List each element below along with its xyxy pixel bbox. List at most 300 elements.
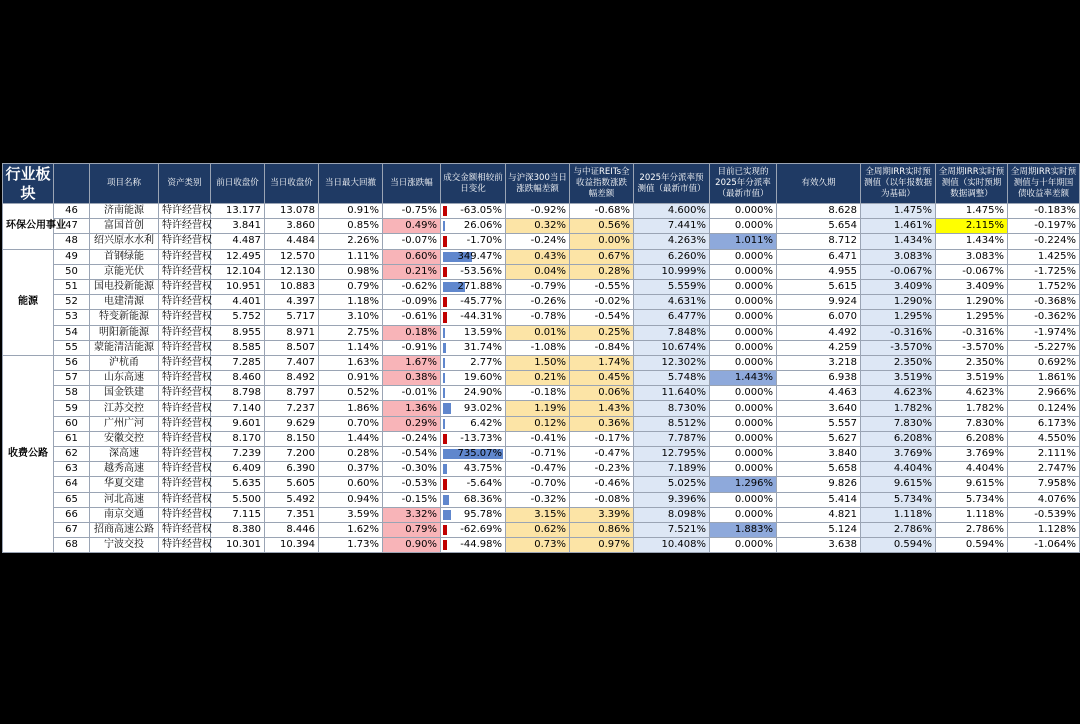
daily-change: -0.24% — [383, 431, 441, 446]
column-header-prev-close: 前日收盘价 — [211, 164, 265, 204]
close: 5.605 — [265, 477, 319, 492]
close: 4.484 — [265, 234, 319, 249]
volume-change-bar — [443, 236, 447, 246]
hs300-spread: -0.26% — [506, 295, 570, 310]
hs300-spread: 0.43% — [506, 249, 570, 264]
max-drawdown: 1.14% — [319, 340, 383, 355]
daily-change: 0.21% — [383, 264, 441, 279]
max-drawdown: 0.37% — [319, 462, 383, 477]
reits-index-spread: -0.68% — [570, 204, 634, 219]
volume-change: -13.73% — [441, 431, 506, 446]
column-header-dist-realized: 目前已实现的2025年分派率（最新市值） — [710, 164, 777, 204]
reits-index-spread: 0.28% — [570, 264, 634, 279]
irr-annual: -0.067% — [861, 264, 936, 279]
irr-annual: 1.434% — [861, 234, 936, 249]
prev-close: 8.170 — [211, 431, 265, 446]
row-number: 64 — [54, 477, 90, 492]
volume-change-bar — [443, 464, 447, 474]
reits-index-spread: 0.06% — [570, 386, 634, 401]
row-number: 67 — [54, 522, 90, 537]
dist-forecast: 6.477% — [634, 310, 710, 325]
prev-close: 5.635 — [211, 477, 265, 492]
close: 3.860 — [265, 219, 319, 234]
column-header-hs300-spread: 与沪深300当日涨跌幅差额 — [506, 164, 570, 204]
row-number: 63 — [54, 462, 90, 477]
irr-bond-spread: -0.539% — [1008, 507, 1080, 522]
volume-change: -62.69% — [441, 522, 506, 537]
asset-type: 特许经营权 — [159, 507, 211, 522]
reits-index-spread: -0.55% — [570, 279, 634, 294]
irr-annual: 2.786% — [861, 522, 936, 537]
irr-realtime: 2.350% — [936, 355, 1008, 370]
daily-change: 1.36% — [383, 401, 441, 416]
dist-realized: 0.000% — [710, 340, 777, 355]
volume-change-bar — [443, 267, 447, 277]
asset-type: 特许经营权 — [159, 219, 211, 234]
reits-index-spread: -0.46% — [570, 477, 634, 492]
max-drawdown: 0.94% — [319, 492, 383, 507]
dist-realized: 0.000% — [710, 416, 777, 431]
hs300-spread: 0.04% — [506, 264, 570, 279]
volume-change-bar — [443, 343, 446, 353]
volume-change-bar — [443, 358, 445, 368]
daily-change: 0.18% — [383, 325, 441, 340]
volume-change: 19.60% — [441, 371, 506, 386]
dist-realized: 0.000% — [710, 295, 777, 310]
dist-forecast: 6.260% — [634, 249, 710, 264]
dist-realized: 0.000% — [710, 386, 777, 401]
duration: 4.463 — [777, 386, 861, 401]
max-drawdown: 1.18% — [319, 295, 383, 310]
table-row — [3, 219, 1080, 234]
dist-forecast: 9.396% — [634, 492, 710, 507]
irr-bond-spread: -1.064% — [1008, 538, 1080, 553]
dist-forecast: 8.512% — [634, 416, 710, 431]
volume-change: -1.70% — [441, 234, 506, 249]
volume-change: 6.42% — [441, 416, 506, 431]
prev-close: 7.140 — [211, 401, 265, 416]
asset-type: 特许经营权 — [159, 264, 211, 279]
irr-bond-spread: -0.362% — [1008, 310, 1080, 325]
project-name: 华夏交建 — [90, 477, 159, 492]
dist-realized: 0.000% — [710, 249, 777, 264]
volume-change: 2.77% — [441, 355, 506, 370]
table-row — [3, 249, 1080, 264]
table-row — [3, 310, 1080, 325]
prev-close: 7.115 — [211, 507, 265, 522]
max-drawdown: 0.91% — [319, 204, 383, 219]
reits-index-spread: -0.02% — [570, 295, 634, 310]
duration: 5.124 — [777, 522, 861, 537]
volume-change-bar — [443, 540, 447, 550]
dist-forecast: 11.640% — [634, 386, 710, 401]
volume-change-bar — [443, 312, 447, 322]
daily-change: -0.91% — [383, 340, 441, 355]
dist-forecast: 7.189% — [634, 462, 710, 477]
irr-bond-spread: 2.747% — [1008, 462, 1080, 477]
reits-table — [2, 163, 1080, 553]
hs300-spread: 3.15% — [506, 507, 570, 522]
reits-index-spread: 0.36% — [570, 416, 634, 431]
volume-change-bar — [443, 373, 445, 383]
table-row — [3, 522, 1080, 537]
close: 12.130 — [265, 264, 319, 279]
project-name: 国电投新能源 — [90, 279, 159, 294]
max-drawdown: 0.52% — [319, 386, 383, 401]
column-header-number — [54, 164, 90, 204]
project-name: 绍兴原水水利 — [90, 234, 159, 249]
dist-forecast: 5.559% — [634, 279, 710, 294]
volume-change: 735.07% — [441, 447, 506, 462]
dist-realized: 1.883% — [710, 522, 777, 537]
close: 7.351 — [265, 507, 319, 522]
irr-realtime: -0.316% — [936, 325, 1008, 340]
daily-change: -0.30% — [383, 462, 441, 477]
close: 9.629 — [265, 416, 319, 431]
irr-annual: 3.409% — [861, 279, 936, 294]
irr-annual: 1.118% — [861, 507, 936, 522]
column-header-irr-realtime: 全周期IRR实时预测值（实时预期数据调整） — [936, 164, 1008, 204]
project-name: 河北高速 — [90, 492, 159, 507]
project-name: 京能光伏 — [90, 264, 159, 279]
hs300-spread: -0.70% — [506, 477, 570, 492]
prev-close: 9.601 — [211, 416, 265, 431]
close: 10.394 — [265, 538, 319, 553]
column-header-asset-type: 资产类别 — [159, 164, 211, 204]
daily-change: 0.79% — [383, 522, 441, 537]
asset-type: 特许经营权 — [159, 279, 211, 294]
row-number: 50 — [54, 264, 90, 279]
irr-realtime: 1.295% — [936, 310, 1008, 325]
table-body — [3, 204, 1080, 553]
irr-annual: 3.083% — [861, 249, 936, 264]
hs300-spread: -0.32% — [506, 492, 570, 507]
irr-realtime: -3.570% — [936, 340, 1008, 355]
prev-close: 12.495 — [211, 249, 265, 264]
irr-bond-spread: 0.692% — [1008, 355, 1080, 370]
irr-annual: 4.404% — [861, 462, 936, 477]
irr-realtime: -0.067% — [936, 264, 1008, 279]
table-row — [3, 279, 1080, 294]
volume-change-bar — [443, 510, 451, 520]
max-drawdown: 2.26% — [319, 234, 383, 249]
volume-change: 349.47% — [441, 249, 506, 264]
irr-bond-spread: 7.958% — [1008, 477, 1080, 492]
irr-annual: 0.594% — [861, 538, 936, 553]
irr-annual: 1.295% — [861, 310, 936, 325]
row-number: 57 — [54, 371, 90, 386]
volume-change-bar — [443, 419, 445, 429]
irr-realtime: 1.434% — [936, 234, 1008, 249]
project-name: 广州广河 — [90, 416, 159, 431]
irr-annual: 9.615% — [861, 477, 936, 492]
asset-type: 特许经营权 — [159, 234, 211, 249]
max-drawdown: 0.91% — [319, 371, 383, 386]
dist-forecast: 10.674% — [634, 340, 710, 355]
table-row — [3, 325, 1080, 340]
max-drawdown: 3.10% — [319, 310, 383, 325]
close: 8.446 — [265, 522, 319, 537]
daily-change: 0.90% — [383, 538, 441, 553]
project-name: 济南能源 — [90, 204, 159, 219]
daily-change: -0.01% — [383, 386, 441, 401]
dist-realized: 0.000% — [710, 462, 777, 477]
table-row — [3, 401, 1080, 416]
close: 5.492 — [265, 492, 319, 507]
column-header-reits-index-spread: 与中证REITs全收益指数涨跌幅差额 — [570, 164, 634, 204]
dist-forecast: 7.787% — [634, 431, 710, 446]
irr-realtime: 3.409% — [936, 279, 1008, 294]
column-header-close: 当日收盘价 — [265, 164, 319, 204]
row-number: 52 — [54, 295, 90, 310]
dist-realized: 0.000% — [710, 538, 777, 553]
table-row — [3, 447, 1080, 462]
irr-realtime: 0.594% — [936, 538, 1008, 553]
hs300-spread: 1.50% — [506, 355, 570, 370]
volume-change-bar — [443, 403, 451, 413]
asset-type: 特许经营权 — [159, 325, 211, 340]
prev-close: 8.798 — [211, 386, 265, 401]
duration: 3.840 — [777, 447, 861, 462]
irr-realtime: 5.734% — [936, 492, 1008, 507]
duration: 6.070 — [777, 310, 861, 325]
dist-realized: 0.000% — [710, 447, 777, 462]
irr-annual: 2.350% — [861, 355, 936, 370]
hs300-spread: -0.47% — [506, 462, 570, 477]
irr-realtime: 3.519% — [936, 371, 1008, 386]
reits-index-spread: 0.86% — [570, 522, 634, 537]
max-drawdown: 1.73% — [319, 538, 383, 553]
irr-bond-spread: -0.224% — [1008, 234, 1080, 249]
max-drawdown: 1.11% — [319, 249, 383, 264]
prev-close: 10.301 — [211, 538, 265, 553]
asset-type: 特许经营权 — [159, 355, 211, 370]
volume-change-bar — [443, 434, 447, 444]
prev-close: 7.239 — [211, 447, 265, 462]
dist-forecast: 8.098% — [634, 507, 710, 522]
dist-forecast: 12.302% — [634, 355, 710, 370]
asset-type: 特许经营权 — [159, 340, 211, 355]
max-drawdown: 2.75% — [319, 325, 383, 340]
table-row — [3, 204, 1080, 219]
irr-realtime: 1.118% — [936, 507, 1008, 522]
close: 8.492 — [265, 371, 319, 386]
dist-forecast: 7.521% — [634, 522, 710, 537]
sector-label: 能源 — [3, 249, 54, 355]
volume-change: 93.02% — [441, 401, 506, 416]
duration: 5.557 — [777, 416, 861, 431]
duration: 9.826 — [777, 477, 861, 492]
volume-change: -44.98% — [441, 538, 506, 553]
column-header-project-name: 项目名称 — [90, 164, 159, 204]
daily-change: 0.38% — [383, 371, 441, 386]
max-drawdown: 1.86% — [319, 401, 383, 416]
daily-change: -0.07% — [383, 234, 441, 249]
irr-bond-spread: 2.966% — [1008, 386, 1080, 401]
sector-label: 环保公用事业 — [3, 204, 54, 250]
row-number: 58 — [54, 386, 90, 401]
daily-change: -0.54% — [383, 447, 441, 462]
asset-type: 特许经营权 — [159, 371, 211, 386]
irr-annual: 1.461% — [861, 219, 936, 234]
max-drawdown: 0.60% — [319, 477, 383, 492]
dist-forecast: 5.025% — [634, 477, 710, 492]
duration: 5.627 — [777, 431, 861, 446]
daily-change: -0.53% — [383, 477, 441, 492]
row-number: 59 — [54, 401, 90, 416]
reits-index-spread: 0.56% — [570, 219, 634, 234]
reits-index-spread: 3.39% — [570, 507, 634, 522]
max-drawdown: 0.70% — [319, 416, 383, 431]
table-row — [3, 477, 1080, 492]
volume-change-bar — [443, 388, 445, 398]
irr-bond-spread: 1.752% — [1008, 279, 1080, 294]
sector-label: 收费公路 — [3, 355, 54, 552]
duration: 3.218 — [777, 355, 861, 370]
close: 6.390 — [265, 462, 319, 477]
volume-change: 26.06% — [441, 219, 506, 234]
row-number: 62 — [54, 447, 90, 462]
max-drawdown: 0.79% — [319, 279, 383, 294]
volume-change-bar — [443, 297, 447, 307]
irr-annual: -3.570% — [861, 340, 936, 355]
volume-change: 68.36% — [441, 492, 506, 507]
column-header-duration: 有效久期 — [777, 164, 861, 204]
daily-change: -0.61% — [383, 310, 441, 325]
dist-realized: 1.011% — [710, 234, 777, 249]
volume-change-bar — [443, 221, 445, 231]
dist-forecast: 8.730% — [634, 401, 710, 416]
irr-realtime: 2.786% — [936, 522, 1008, 537]
hs300-spread: -0.24% — [506, 234, 570, 249]
max-drawdown: 1.44% — [319, 431, 383, 446]
irr-bond-spread: 6.173% — [1008, 416, 1080, 431]
row-number: 48 — [54, 234, 90, 249]
asset-type: 特许经营权 — [159, 386, 211, 401]
row-number: 66 — [54, 507, 90, 522]
column-header-dist-forecast: 2025年分派率预测值（最新市值） — [634, 164, 710, 204]
close: 7.237 — [265, 401, 319, 416]
hs300-spread: 0.73% — [506, 538, 570, 553]
daily-change: 0.60% — [383, 249, 441, 264]
hs300-spread: 0.12% — [506, 416, 570, 431]
duration: 8.628 — [777, 204, 861, 219]
asset-type: 特许经营权 — [159, 401, 211, 416]
project-name: 首钢绿能 — [90, 249, 159, 264]
column-header-irr-bond-spread: 全周期IRR实时预测值与十年期国债收益率差额 — [1008, 164, 1080, 204]
column-header-volume-change: 成交金额相较前日变化 — [441, 164, 506, 204]
hs300-spread: -1.08% — [506, 340, 570, 355]
column-header-irr-annual: 全周期IRR实时预测值（以年报数据为基础） — [861, 164, 936, 204]
dist-realized: 1.443% — [710, 371, 777, 386]
asset-type: 特许经营权 — [159, 492, 211, 507]
reits-index-spread: 0.97% — [570, 538, 634, 553]
irr-bond-spread: 1.425% — [1008, 249, 1080, 264]
daily-change: -0.09% — [383, 295, 441, 310]
asset-type: 特许经营权 — [159, 477, 211, 492]
irr-realtime: 3.769% — [936, 447, 1008, 462]
prev-close: 4.487 — [211, 234, 265, 249]
volume-change: 31.74% — [441, 340, 506, 355]
close: 12.570 — [265, 249, 319, 264]
reits-index-spread: -0.47% — [570, 447, 634, 462]
close: 8.797 — [265, 386, 319, 401]
hs300-spread: -0.41% — [506, 431, 570, 446]
duration: 5.654 — [777, 219, 861, 234]
volume-change: -45.77% — [441, 295, 506, 310]
reits-index-spread: 1.74% — [570, 355, 634, 370]
table-row — [3, 295, 1080, 310]
prev-close: 8.585 — [211, 340, 265, 355]
volume-change: -53.56% — [441, 264, 506, 279]
close: 10.883 — [265, 279, 319, 294]
irr-realtime: 2.115% — [936, 219, 1008, 234]
volume-change: 95.78% — [441, 507, 506, 522]
table-row — [3, 538, 1080, 553]
row-number: 68 — [54, 538, 90, 553]
dist-realized: 0.000% — [710, 279, 777, 294]
irr-annual: -0.316% — [861, 325, 936, 340]
irr-realtime: 9.615% — [936, 477, 1008, 492]
irr-realtime: 1.782% — [936, 401, 1008, 416]
column-header-max-drawdown: 当日最大回撤 — [319, 164, 383, 204]
irr-realtime: 4.623% — [936, 386, 1008, 401]
prev-close: 6.409 — [211, 462, 265, 477]
daily-change: -0.62% — [383, 279, 441, 294]
volume-change: 43.75% — [441, 462, 506, 477]
dist-realized: 0.000% — [710, 310, 777, 325]
irr-bond-spread: 4.550% — [1008, 431, 1080, 446]
hs300-spread: 0.21% — [506, 371, 570, 386]
asset-type: 特许经营权 — [159, 416, 211, 431]
irr-annual: 1.782% — [861, 401, 936, 416]
max-drawdown: 1.63% — [319, 355, 383, 370]
prev-close: 4.401 — [211, 295, 265, 310]
table-header — [3, 164, 1080, 204]
project-name: 富国首创 — [90, 219, 159, 234]
irr-realtime: 7.830% — [936, 416, 1008, 431]
dist-realized: 0.000% — [710, 264, 777, 279]
table-row — [3, 386, 1080, 401]
project-name: 国金铁建 — [90, 386, 159, 401]
close: 8.971 — [265, 325, 319, 340]
duration: 6.938 — [777, 371, 861, 386]
project-name: 安徽交控 — [90, 431, 159, 446]
reits-index-spread: 0.45% — [570, 371, 634, 386]
table-row — [3, 492, 1080, 507]
dist-realized: 0.000% — [710, 431, 777, 446]
max-drawdown: 3.59% — [319, 507, 383, 522]
irr-bond-spread: 1.861% — [1008, 371, 1080, 386]
row-number: 47 — [54, 219, 90, 234]
irr-realtime: 4.404% — [936, 462, 1008, 477]
dist-forecast: 7.848% — [634, 325, 710, 340]
dist-forecast: 12.795% — [634, 447, 710, 462]
irr-bond-spread: 1.128% — [1008, 522, 1080, 537]
close: 7.200 — [265, 447, 319, 462]
volume-change: -5.64% — [441, 477, 506, 492]
volume-change: 13.59% — [441, 325, 506, 340]
table-row — [3, 431, 1080, 446]
duration: 5.658 — [777, 462, 861, 477]
irr-annual: 1.290% — [861, 295, 936, 310]
row-number: 55 — [54, 340, 90, 355]
dist-realized: 0.000% — [710, 507, 777, 522]
table-row — [3, 355, 1080, 370]
reits-index-spread: -0.84% — [570, 340, 634, 355]
table-row — [3, 507, 1080, 522]
irr-realtime: 1.475% — [936, 204, 1008, 219]
